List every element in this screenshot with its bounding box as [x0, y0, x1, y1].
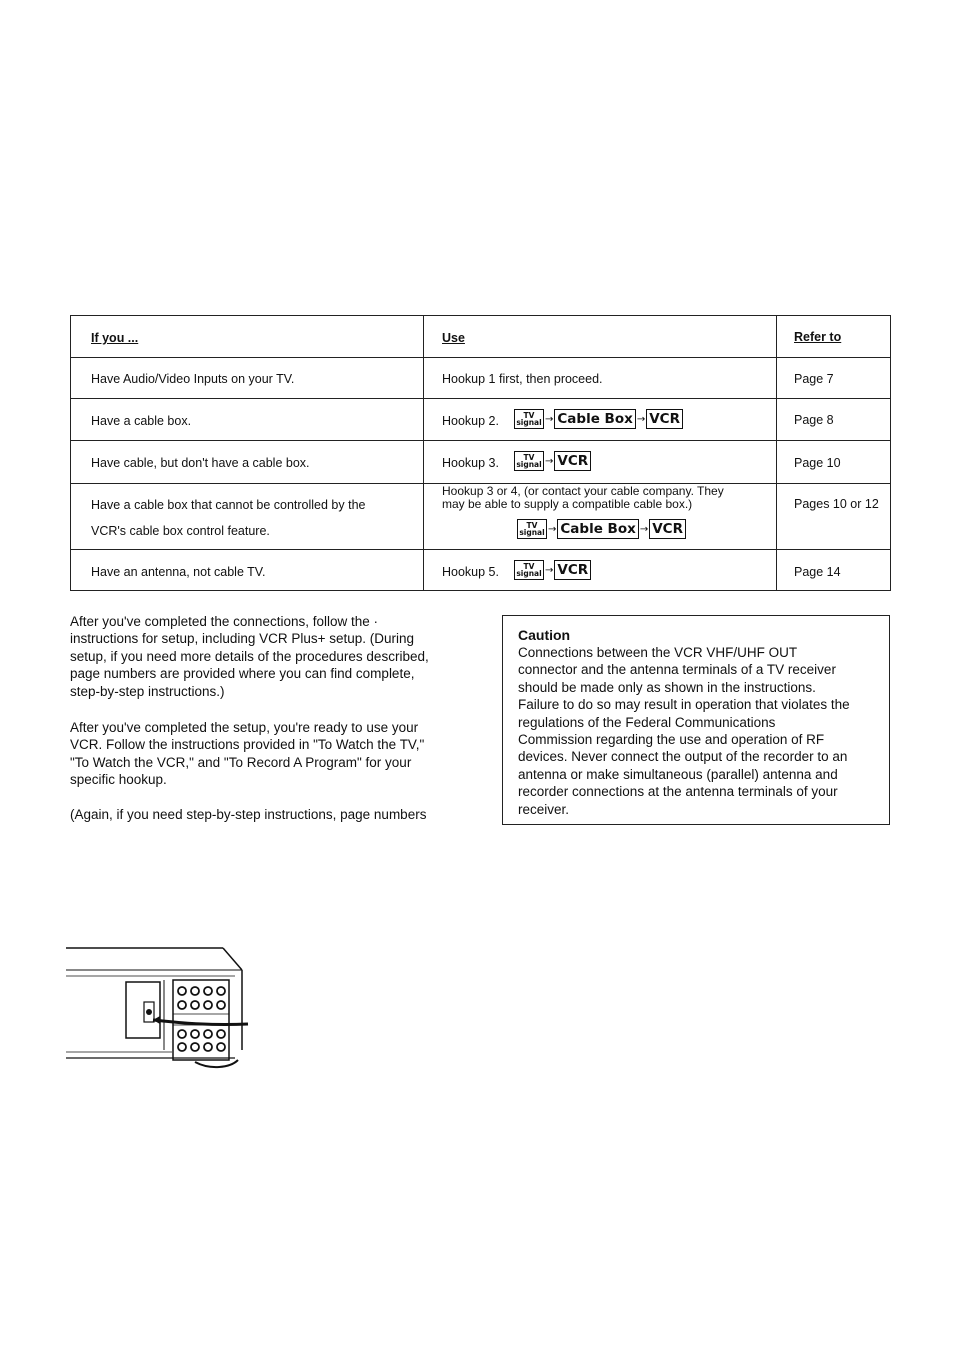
header-use: Use [442, 331, 465, 345]
row3-refer: Page 10 [794, 456, 841, 470]
text-line: antenna or make simultaneous (parallel) antenna and [518, 766, 838, 782]
text-line: Commission regarding the use and operation of RF [518, 732, 825, 748]
text-line: setup, if you need more details of the procedures described, [70, 648, 429, 664]
text-line: regulations of the Federal Communications [518, 714, 776, 730]
tv-label: TV [523, 411, 535, 420]
row4-condition-line1: Have a cable box that cannot be controlled by the [91, 498, 366, 512]
text-line: After you've completed the setup, you're ready to use your [70, 720, 419, 735]
row-divider [71, 549, 890, 550]
row4-condition-line2: VCR's cable box control feature. [91, 524, 270, 538]
arrow-right-icon: → [639, 523, 649, 535]
row5-refer: Page 14 [794, 565, 841, 579]
row-divider [71, 440, 890, 441]
row1-refer: Page 7 [794, 372, 834, 386]
arrow-right-icon: → [548, 523, 557, 535]
column-divider [776, 316, 777, 590]
row3-use: Hookup 3. [442, 456, 499, 470]
row-divider [71, 357, 890, 358]
header-if-you: If you ... [91, 331, 139, 345]
text-line: Connections between the VCR VHF/UHF OUT [518, 645, 798, 660]
row1-condition: Have Audio/Video Inputs on your TV. [91, 372, 295, 386]
row2-condition: Have a cable box. [91, 414, 192, 428]
row3-condition: Have cable, but don't have a cable box. [91, 456, 310, 470]
row2-use: Hookup 2. [442, 414, 499, 428]
signal-label: signal [516, 569, 542, 578]
signal-label: signal [519, 528, 545, 537]
text-line: (Again, if you need step-by-step instructions, page numbers [70, 807, 427, 822]
tv-signal-box [514, 409, 544, 429]
tv-signal-box [517, 519, 547, 539]
tv-signal-box [514, 451, 544, 471]
text-line: connector and the antenna terminals of a TV receiver [518, 662, 836, 678]
text-line: Failure to do so may result in operation that violates the [518, 697, 850, 713]
caution-box [502, 615, 890, 825]
tv-label: TV [523, 453, 535, 462]
tv-signal-box [514, 560, 544, 580]
text-line: page numbers are provided where you can find complete, [70, 666, 415, 682]
row5-use: Hookup 5. [442, 565, 499, 579]
arrow-right-icon: → [545, 455, 554, 467]
row2-refer: Page 8 [794, 413, 834, 427]
setup-paragraph [70, 613, 429, 700]
cable-box-hookup-diagram [514, 409, 683, 429]
antenna-hookup-diagram [514, 560, 591, 580]
row1-use: Hookup 1 first, then proceed. [442, 372, 603, 386]
incompatible-cable-box-diagram [517, 519, 686, 539]
text-line: After you've completed the connections, follow the · [70, 614, 378, 629]
row5-condition: Have an antenna, not cable TV. [91, 565, 266, 579]
tv-label: TV [526, 521, 538, 530]
row4-use-line1: Hookup 3 or 4, (or contact your cable company. They [442, 484, 724, 498]
usage-paragraph [70, 719, 424, 789]
text-line: VCR. Follow the instructions provided in "To Watch the TV," [70, 737, 425, 753]
row4-refer: Pages 10 or 12 [794, 497, 879, 511]
signal-label: signal [516, 418, 542, 427]
caution-text [518, 644, 883, 818]
vcr-rear-panel-illustration [60, 940, 270, 1075]
again-paragraph [70, 806, 426, 823]
text-line: "To Watch the VCR," and "To Record A Program" for your [70, 754, 412, 770]
arrow-right-icon: → [545, 413, 554, 425]
text-line: specific hookup. [70, 772, 167, 788]
text-line: instructions for setup, including VCR Plus+ setup. (During [70, 631, 415, 647]
vcr-box: VCR [554, 451, 591, 471]
vcr-box: VCR [554, 560, 591, 580]
row-divider [71, 398, 890, 399]
cable-box-box: Cable Box [554, 409, 635, 429]
hookup-table [70, 315, 891, 591]
caution-title: Caution [518, 627, 571, 643]
vcr-box: VCR [646, 409, 683, 429]
header-refer-to: Refer to [794, 330, 842, 344]
arrow-right-icon: → [545, 564, 554, 576]
text-line: recorder connections at the antenna terminals of your [518, 784, 838, 800]
vcr-box: VCR [649, 519, 686, 539]
text-line: receiver. [518, 801, 570, 817]
text-line: devices. Never connect the output of the recorder to an [518, 749, 848, 765]
tv-label: TV [523, 562, 535, 571]
text-line: step-by-step instructions.) [70, 683, 225, 699]
signal-label: signal [516, 460, 542, 469]
text-line: should be made only as shown in the instructions. [518, 679, 816, 695]
arrow-right-icon: → [636, 413, 646, 425]
cable-hookup-diagram [514, 451, 591, 471]
row4-use-line2: may be able to supply a compatible cable box.) [442, 497, 693, 511]
cable-box-box: Cable Box [557, 519, 638, 539]
column-divider [423, 316, 424, 590]
